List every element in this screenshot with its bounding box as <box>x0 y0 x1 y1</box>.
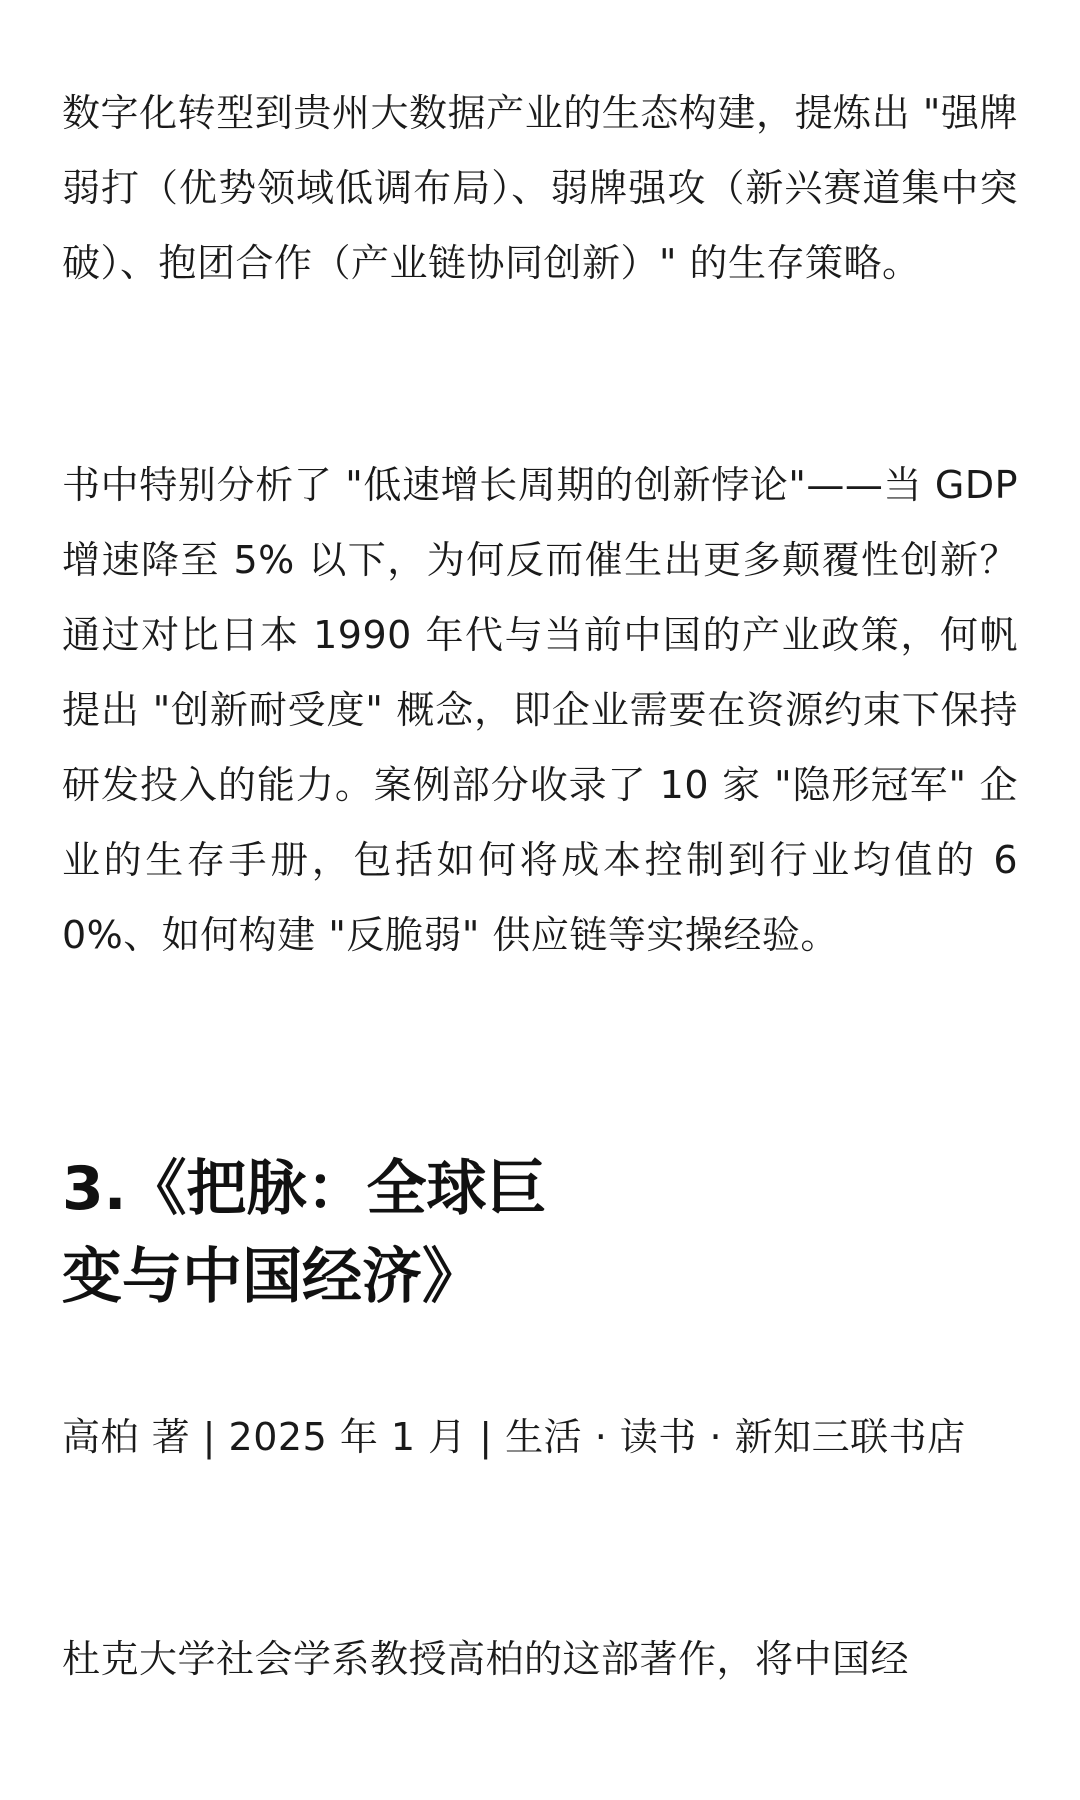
paragraph-innovation-paradox: 书中特别分析了 "低速增长周期的创新悖论"——当 GDP 增速降至 5% 以下，为何反而催生出更多颠覆性创新？通过对比日本 1990 年代与当前中国的产业政策，何帆提出 "创新耐受度" 概念，即企业需要在资源约束下保持研发投入的能力。案例部分收录了 10 家 "隐形冠军" 企业的生存手册，包括如何将成本控制到行业均值的 60%、如何构建 "反脆弱" 供应链等实操经验。 <box>62 463 1018 957</box>
section-title: 3.《把脉：全球巨变与中国经济》 <box>62 1154 547 1312</box>
paragraph-strategy: 数字化转型到贵州大数据产业的生态构建，提炼出 "强牌弱打（优势领域低调布局）、弱牌强攻（新兴赛道集中突破）、抱团合作（产业链协同创新）" 的生存策略。 <box>62 91 1018 285</box>
book-meta: 高柏 著 | 2025 年 1 月 | 生活 · 读书 · 新知三联书店 <box>62 1415 966 1459</box>
paragraph-intro: 杜克大学社会学系教授高柏的这部著作，将中国经 <box>62 1637 910 1681</box>
